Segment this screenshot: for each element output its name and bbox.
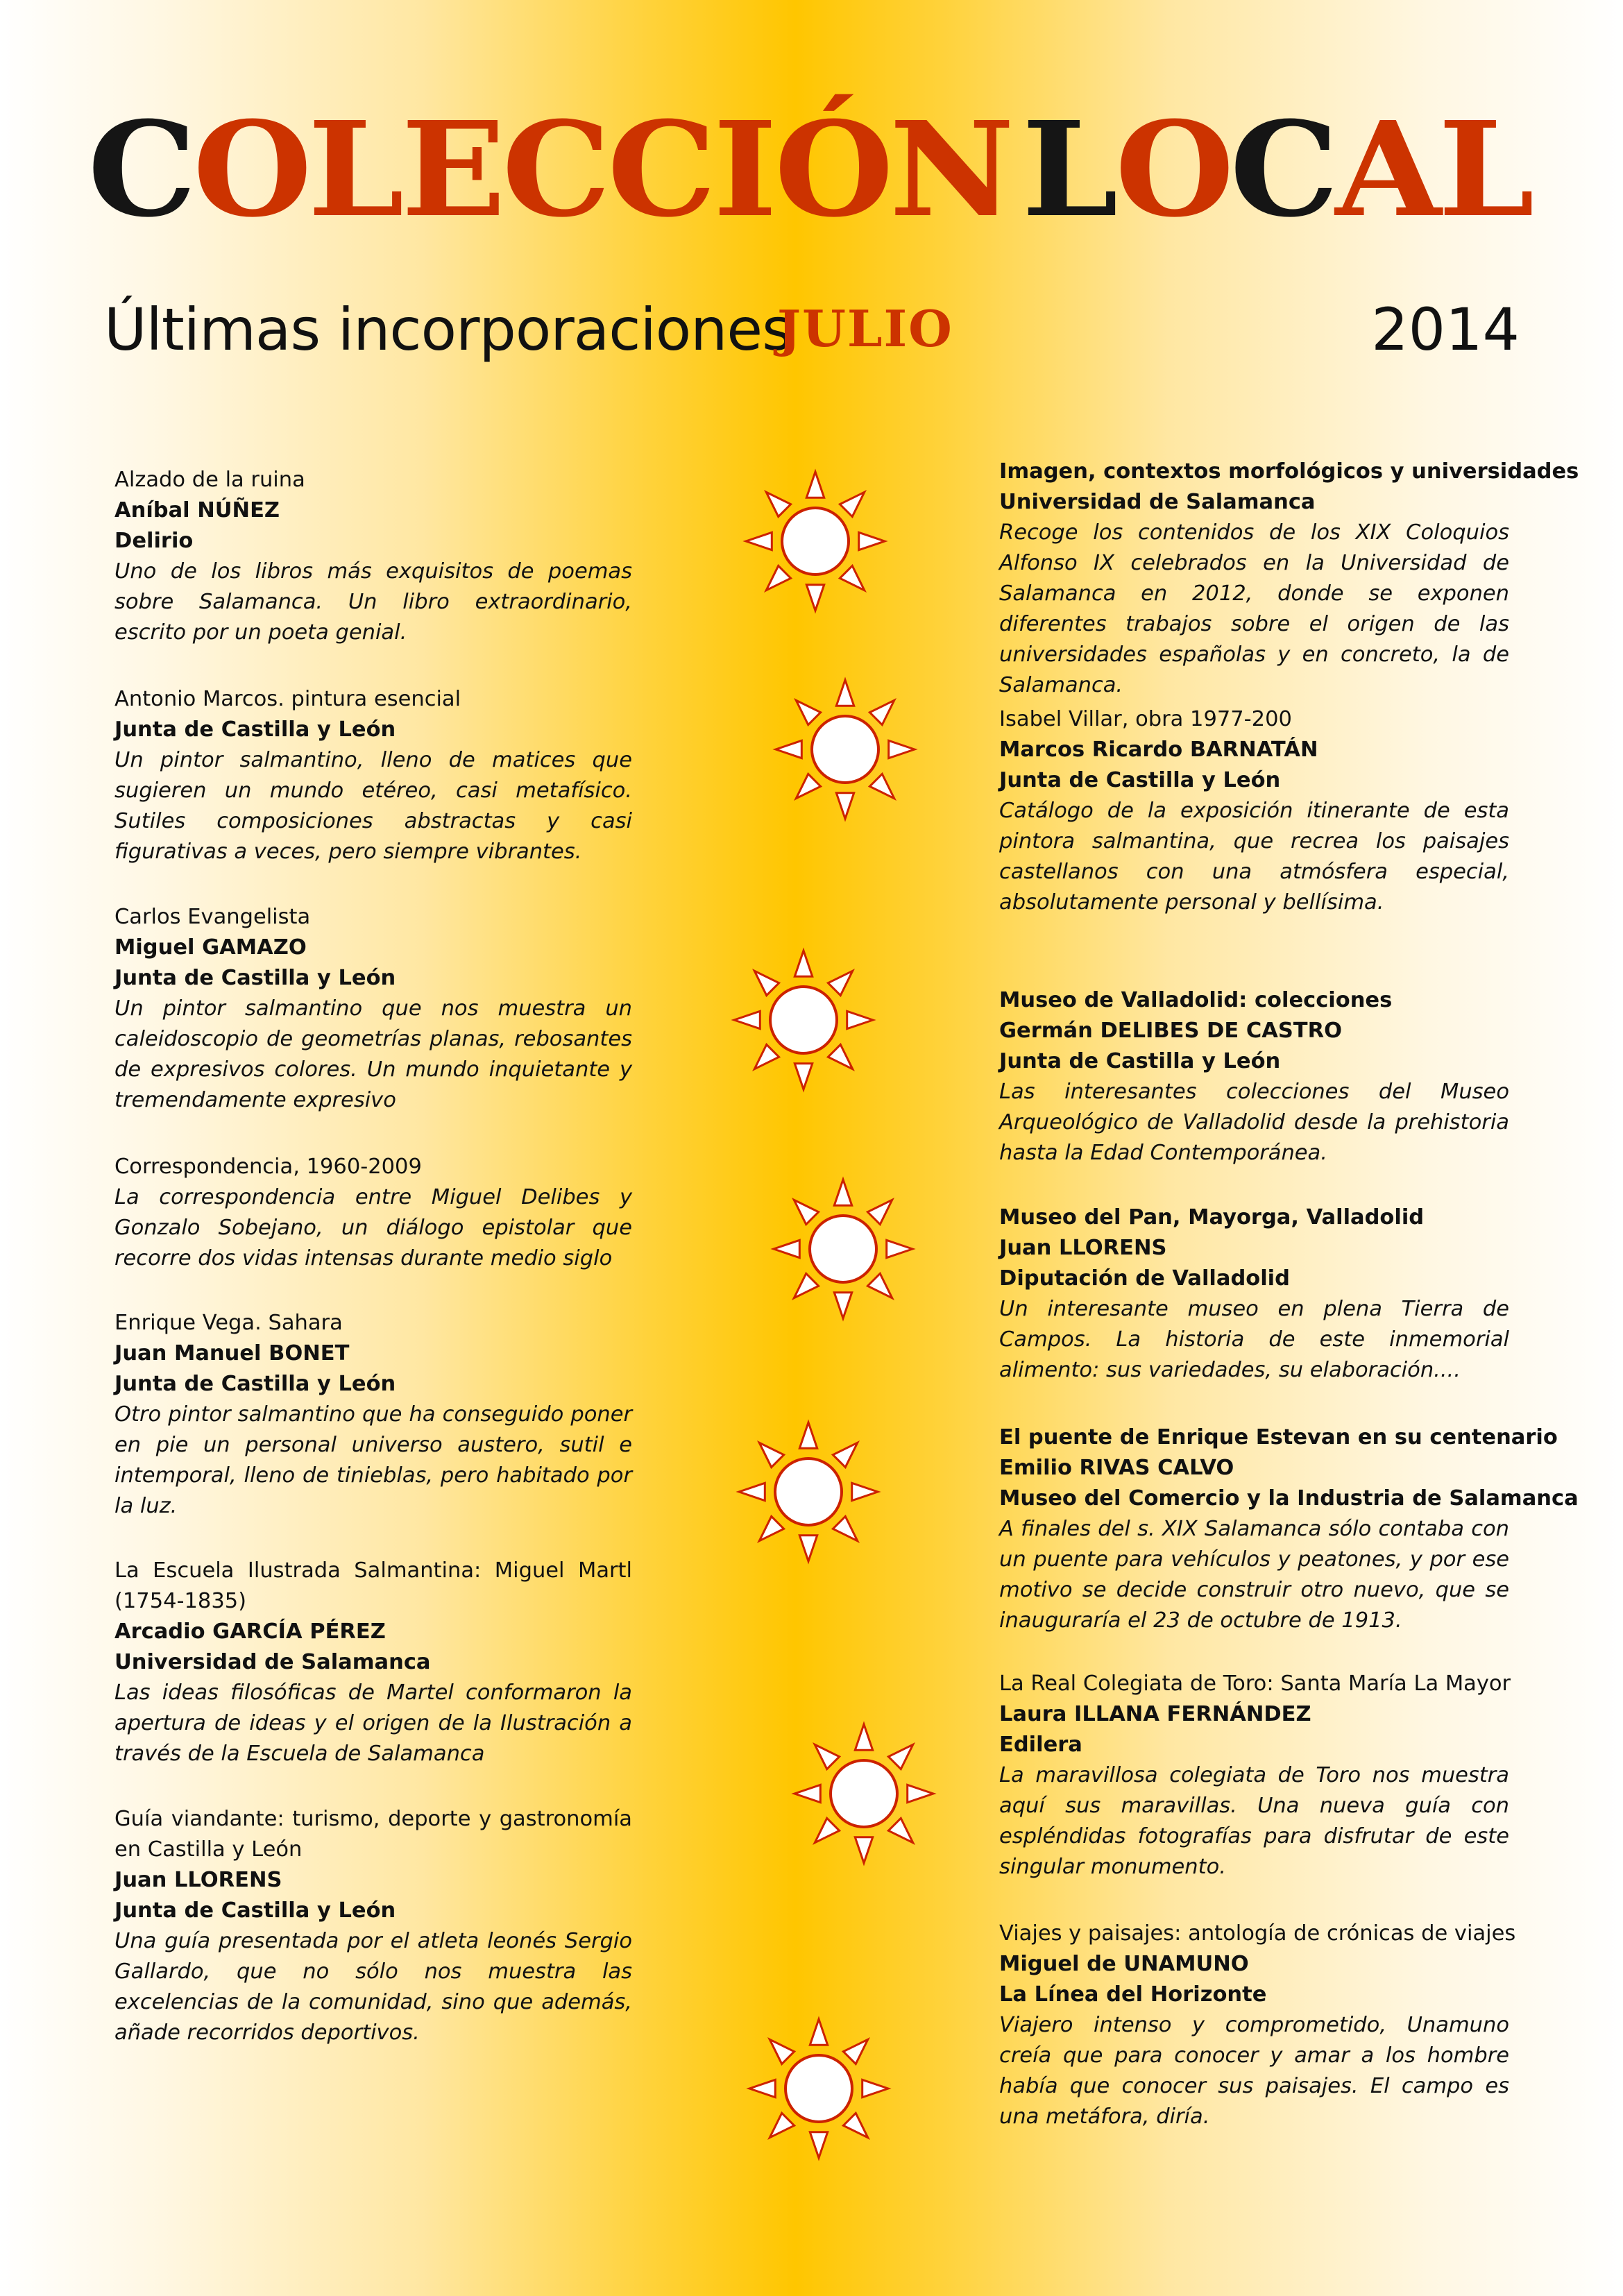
sun-ray [840, 566, 864, 590]
sun-disc [831, 1760, 897, 1827]
sun-ray [869, 700, 894, 724]
sun-ray [843, 2039, 867, 2064]
book-author: Arcadio GARCÍA PÉREZ [114, 1619, 386, 1644]
book-description: Un pintor salmantino que nos muestra un caleidoscopio de geometrías planas, rebosantes de expresivos colores. Un mundo inquietante y tremendamente expresivo [114, 996, 632, 1112]
sun-disc [785, 2055, 852, 2122]
sun-ray [867, 1273, 892, 1298]
book-title: El puente de Enrique Estevan en su centenario [999, 1425, 1558, 1449]
sun-icon [727, 944, 880, 1096]
sun-ray [810, 2019, 827, 2045]
book-entry [999, 704, 1509, 918]
book-description: Recoge los contenidos de los XIX Coloquios Alfonso IX celebrados en la Universidad de Salamanca en 2012, donde se exponen diferentes trabajos sobre el origen de las universidades españolas y en concreto, la de Salamanca. [999, 520, 1509, 697]
sun-ray [836, 680, 853, 706]
sun-icon [732, 1415, 885, 1568]
sun-ray [774, 1240, 799, 1257]
sun-ray [794, 951, 812, 976]
sun-ray [815, 1818, 839, 1842]
sun-ray [796, 700, 820, 724]
book-publisher: Junta de Castilla y León [999, 1049, 1281, 1073]
book-entry [999, 1919, 1516, 2132]
book-title: Museo de Valladolid: colecciones [999, 988, 1393, 1012]
book-author: Emilio RIVAS CALVO [999, 1456, 1234, 1480]
sun-ray [852, 1483, 878, 1500]
sun-ray [770, 2039, 794, 2064]
sun-ray [847, 1011, 873, 1028]
book-description: Un pintor salmantino, lleno de matices que sugieren un mundo etéreo, casi metafísico. Sutiles composiciones abstractas y casi figurativas a veces, pero siempre vibrantes. [114, 748, 632, 864]
book-author: Juan LLORENS [114, 1868, 282, 1892]
title-letter: A [1335, 93, 1443, 246]
title-letter: O [192, 93, 314, 246]
sun-ray [833, 1516, 857, 1540]
book-publisher: Junta de Castilla y León [114, 1898, 396, 1923]
book-entry [999, 457, 1579, 701]
sun-ray [799, 1422, 817, 1448]
book-title: Enrique Vega. Sahara [114, 1311, 343, 1335]
book-publisher: Junta de Castilla y León [114, 1372, 396, 1396]
title-letter: O [1114, 93, 1236, 246]
sun-disc [782, 508, 849, 575]
book-publisher: Delirio [114, 529, 194, 553]
book-author: Germán DELIBES DE CASTRO [999, 1019, 1343, 1043]
book-publisher: Junta de Castilla y León [114, 717, 396, 742]
book-description: Una guía presentada por el atleta leonés Sergio Gallardo, que no sólo nos muestra las excelencias de la comunidad, sino que además, añade recorridos deportivos. [114, 1929, 632, 2045]
book-publisher: Universidad de Salamanca [999, 490, 1316, 514]
sun-ray [794, 1273, 818, 1298]
sun-ray [806, 472, 824, 498]
sun-ray [889, 740, 915, 758]
sun-ray [828, 1044, 852, 1069]
sun-ray [739, 1483, 765, 1500]
sun-ray [806, 585, 824, 611]
sun-ray [770, 2113, 794, 2137]
book-publisher: Junta de Castilla y León [114, 966, 396, 990]
sun-icon [739, 465, 892, 618]
book-publisher: Universidad de Salamanca [114, 1650, 431, 1674]
book-title: Antonio Marcos. pintura esencial [114, 687, 461, 711]
sun-ray [794, 1064, 812, 1089]
sun-ray [834, 1180, 851, 1205]
book-author: Juan Manuel BONET [114, 1341, 350, 1366]
book-title: Correspondencia, 1960-2009 [114, 1155, 422, 1179]
subtitle-bar [104, 291, 1520, 368]
book-title: La Escuela Ilustrada Salmantina: Miguel Martl (1754-1835) [114, 1558, 632, 1613]
book-author: Miguel GAMAZO [114, 935, 307, 960]
book-entry [999, 985, 1509, 1168]
book-entry [114, 902, 632, 1116]
book-entry [999, 1422, 1579, 1636]
book-author: Juan LLORENS [999, 1236, 1167, 1260]
book-entry [114, 1152, 632, 1274]
book-title: Isabel Villar, obra 1977-200 [999, 707, 1292, 731]
sun-icon [767, 1173, 919, 1325]
sun-ray [815, 1744, 839, 1769]
book-title: Guía viandante: turismo, deporte y gastronomía en Castilla y León [114, 1807, 632, 1862]
sun-icon [769, 673, 921, 826]
title-letter: N [889, 93, 1017, 246]
book-description: Uno de los libros más exquisitos de poemas sobre Salamanca. Un libro extraordinario, escrito por un poeta genial. [114, 559, 632, 645]
sun-ray [836, 793, 853, 819]
book-title: Viajes y paisajes: antología de crónicas de viajes [999, 1921, 1516, 1946]
title-letter: C [87, 93, 198, 246]
book-description: A finales del s. XIX Salamanca sólo contaba con un puente para vehículos y peatones, y por ese motivo se decide construir otro nuevo, que se inauguraría el 23 de octubre de 1913. [999, 1517, 1509, 1633]
book-title: La Real Colegiata de Toro: Santa María La Mayor [999, 1672, 1511, 1696]
book-author: Aníbal NÚÑEZ [114, 498, 280, 522]
title-letter: C [502, 93, 613, 246]
sun-ray [754, 1044, 779, 1069]
book-author: Marcos Ricardo BARNATÁN [999, 738, 1318, 762]
book-publisher: Museo del Comercio y la Industria de Salamanca [999, 1486, 1579, 1511]
sun-icon [742, 2012, 895, 2165]
title-word-local [1021, 93, 1536, 246]
page-title [87, 93, 1536, 246]
sun-ray [746, 532, 772, 550]
sun-ray [749, 2080, 775, 2097]
subtitle-label: Últimas incorporaciones [104, 296, 792, 364]
book-entry [114, 1804, 632, 2048]
title-letter: C [606, 93, 717, 246]
sun-ray [869, 774, 894, 798]
title-letter: Ó [774, 93, 896, 246]
sun-ray [794, 1200, 818, 1224]
book-entry [114, 684, 632, 867]
sun-disc [770, 987, 837, 1053]
sun-ray [855, 1724, 872, 1750]
sun-ray [887, 1240, 912, 1257]
title-letter: C [1230, 93, 1341, 246]
sun-ray [867, 1200, 892, 1224]
book-author: Laura ILLANA FERNÁNDEZ [999, 1702, 1311, 1726]
book-publisher: Diputación de Valladolid [999, 1266, 1290, 1291]
book-description: Un interesante museo en plena Tierra de Campos. La historia de este inmemorial alimento: sus variedades, su elaboración.... [999, 1297, 1509, 1382]
sun-ray [908, 1785, 933, 1802]
subtitle-year: 2014 [1371, 296, 1520, 364]
subtitle-month: JULIO [777, 299, 953, 358]
sun-disc [810, 1216, 876, 1282]
sun-ray [843, 2113, 867, 2137]
sun-ray [833, 1443, 857, 1467]
book-description: Las interesantes colecciones del Museo Arqueológico de Valladolid desde la prehistoria hasta la Edad Contemporánea. [999, 1080, 1509, 1165]
sun-ray [754, 971, 779, 995]
sun-ray [810, 2132, 827, 2158]
book-author: Miguel de UNAMUNO [999, 1952, 1249, 1976]
book-description: Catálogo de la exposición itinerante de esta pintora salmantina, que recrea los paisajes castellanos con una atmósfera especial, absolutamente personal y bellísima. [999, 799, 1509, 915]
book-entry [114, 1556, 632, 1769]
book-description: La maravillosa colegiata de Toro nos muestra aquí sus maravillas. Una nueva guía con espléndidas fotografías para disfrutar de este singular monumento. [999, 1763, 1509, 1879]
sun-ray [766, 492, 790, 516]
book-publisher: La Línea del Horizonte [999, 1982, 1267, 2007]
book-entry [999, 1202, 1509, 1386]
sun-ray [759, 1443, 783, 1467]
sun-ray [734, 1011, 760, 1028]
sun-ray [888, 1744, 912, 1769]
title-letter: E [400, 93, 507, 246]
sun-ray [759, 1516, 783, 1540]
title-word-coleccion [87, 93, 1017, 246]
title-letter: L [1021, 93, 1120, 246]
book-publisher: Junta de Castilla y León [999, 768, 1281, 792]
book-description: Las ideas filosóficas de Martel conformaron la apertura de ideas y el origen de la Ilustración a través de la Escuela de Salamanca [114, 1681, 632, 1766]
title-letter: L [308, 93, 406, 246]
book-publisher: Edilera [999, 1733, 1082, 1757]
sun-ray [794, 1785, 820, 1802]
book-entry [114, 1308, 632, 1522]
sun-ray [863, 2080, 888, 2097]
book-description: Viajero intenso y comprometido, Unamuno creía que para conocer y amar a los hombre había que conocer sus paisajes. El campo es una metáfora, diría. [999, 2013, 1509, 2129]
sun-ray [796, 774, 820, 798]
sun-disc [812, 716, 878, 783]
book-description: La correspondencia entre Miguel Delibes y Gonzalo Sobejano, un diálogo epistolar que recorre dos vidas intensas durante medio siglo [114, 1185, 632, 1270]
sun-ray [828, 971, 852, 995]
sun-ray [799, 1536, 817, 1561]
sun-ray [776, 740, 801, 758]
book-description: Otro pintor salmantino que ha conseguido poner en pie un personal universo austero, sutil e intemporal, lleno de tinieblas, pero habitado por la luz. [114, 1402, 632, 1518]
book-entry [114, 465, 632, 648]
sun-ray [766, 566, 790, 590]
book-title: Alzado de la ruina [114, 468, 305, 492]
book-entry [999, 1669, 1509, 1882]
sun-ray [840, 492, 864, 516]
title-letter: I [713, 93, 779, 246]
book-title: Carlos Evangelista [114, 905, 311, 929]
book-title: Museo del Pan, Mayorga, Valladolid [999, 1205, 1425, 1230]
sun-disc [775, 1459, 842, 1525]
title-letter: L [1438, 93, 1536, 246]
book-title: Imagen, contextos morfológicos y universidades [999, 459, 1579, 484]
sun-icon [788, 1717, 940, 1870]
sun-ray [855, 1837, 872, 1863]
sun-ray [834, 1293, 851, 1318]
sun-ray [859, 532, 885, 550]
sun-ray [888, 1818, 912, 1842]
